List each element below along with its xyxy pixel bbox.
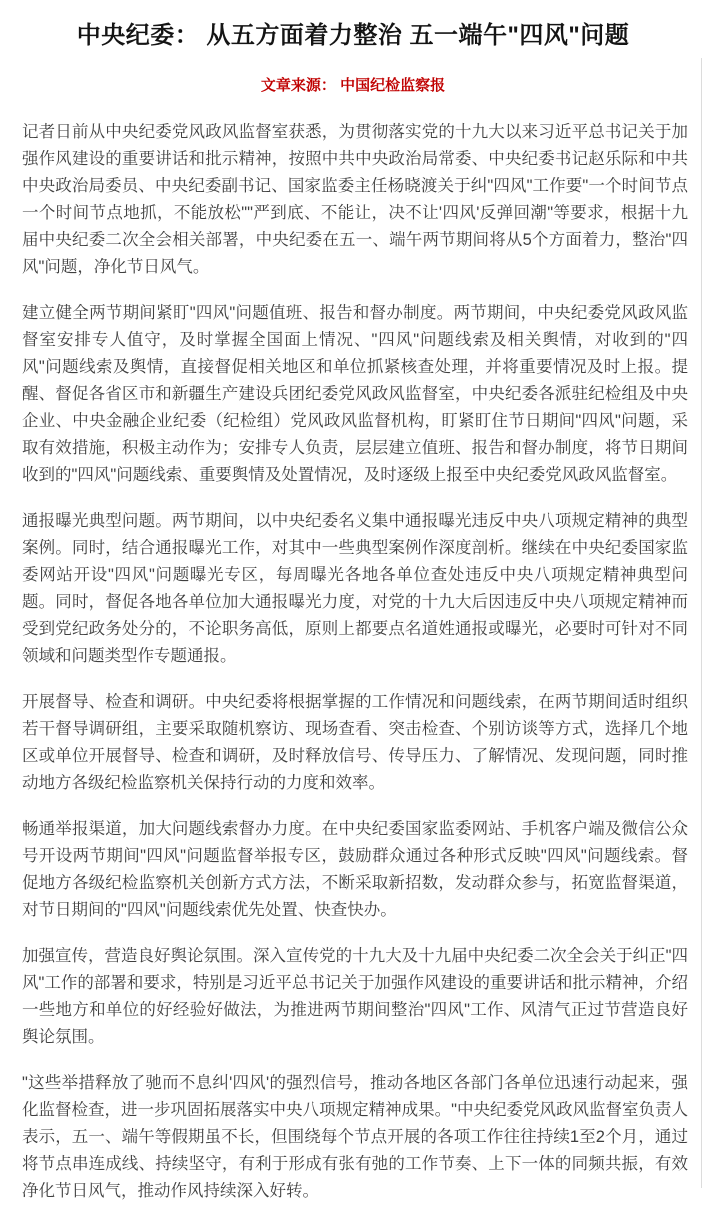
article-title: 中央纪委： 从五方面着力整治 五一端午"四风"问题 [76,22,630,49]
paragraph-3: 通报曝光典型问题。两节期间，以中央纪委名义集中通报曝光违反中央八项规定精神的典型案例。同时，结合通报曝光工作，对其中一些典型案例作深度剖析。继续在中央纪委国家监委网站开设"四风"问题曝光专区，每周曝光各地各单位查处违反中央八项规定精神典型问题。同时，督促各地各单位加大通报曝光力度，对党的十九大后因违反中央八项规定精神而受到党纪政务处分的，不论职务高低，原则上都要点名道姓通报或曝光，必要时可针对不同领域和问题类型作专题通报。 [22,512,688,665]
paragraph-4: 开展督导、检查和调研。中央纪委将根据掌握的工作情况和问题线索，在两节期间适时组织若干督导调研组，主要采取随机察访、现场查看、突击检查、个别访谈等方式，选择几个地区或单位开展督导、检查和调研，及时释放信号、传导压力、了解情况、发现问题，同时推动地方各级纪检监察机关保持行动的力度和效率。 [22,693,688,792]
right-border-line [701,58,702,1188]
paragraph-7: "这些举措释放了驰而不息纠'四风'的强烈信号，推动各地区各部门各单位迅速行动起来，强化监督检查，进一步巩固拓展落实中央八项规定精神成果。"中央纪委党风政风监督室负责人表示，五一、端午等假期虽不长，但围绕每个节点开展的各项工作往往持续1至2个月，通过将节点串连成线、持续坚守，有利于形成有张有弛的工作节奏、上下一体的同频共振，有效净化节日风气，推动作风持续深入好转。 [22,1074,688,1200]
article-body [0,96,706,1205]
article-source: 文章来源： 中国纪检监察报 [260,77,446,94]
paragraph-2: 建立健全两节期间紧盯"四风"问题值班、报告和督办制度。两节期间，中央纪委党风政风监督室安排专人值守，及时掌握全国面上情况、"四风"问题线索及相关舆情，对收到的"四风"问题线索及舆情，直接督促相关地区和单位抓紧核查处理，并将重要情况及时上报。提醒、督促各省区市和新疆生产建设兵团纪委党风政风监督室，中央纪委各派驻纪检组及中央企业、中央金融企业纪委（纪检组）党风政风监督机构，盯紧盯住节日期间"四风"问题，采取有效措施，积极主动作为；安排专人负责，层层建立值班、报告和督办制度，将节日期间收到的"四风"问题线索、重要舆情及处置情况，及时逐级上报至中央纪委党风政风监督室。 [22,304,688,484]
paragraph-6: 加强宣传，营造良好舆论氛围。深入宣传党的十九大及十九届中央纪委二次全会关于纠正"四风"工作的部署和要求，特别是习近平总书记关于加强作风建设的重要讲话和批示精神，介绍一些地方和单位的好经验好做法，为推进两节期间整治"四风"工作、风清气正过节营造良好舆论氛围。 [22,947,688,1046]
paragraph-1: 记者日前从中央纪委党风政风监督室获悉，为贯彻落实党的十九大以来习近平总书记关于加强作风建设的重要讲话和批示精神，按照中共中央政治局常委、中央纪委书记赵乐际和中共中央政治局委员、中央纪委副书记、国家监委主任杨晓渡关于纠"四风"工作要"一个时间节点一个时间节点地抓，不能放松""严到底、不能让，决不让'四风'反弹回潮"等要求，根据十九届中央纪委二次全会相关部署，中央纪委在五一、端午两节期间将从5个方面着力，整治"四风"问题，净化节日风气。 [22,123,688,276]
paragraph-5: 畅通举报渠道，加大问题线索督办力度。在中央纪委国家监委网站、手机客户端及微信公众号开设两节期间"四风"问题监督举报专区，鼓励群众通过各种形式反映"四风"问题线索。督促地方各级纪检监察机关创新方式方法，不断采取新招数，发动群众参与，拓宽监督渠道，对节日期间的"四风"问题线索优先处置、快查快办。 [22,820,688,919]
